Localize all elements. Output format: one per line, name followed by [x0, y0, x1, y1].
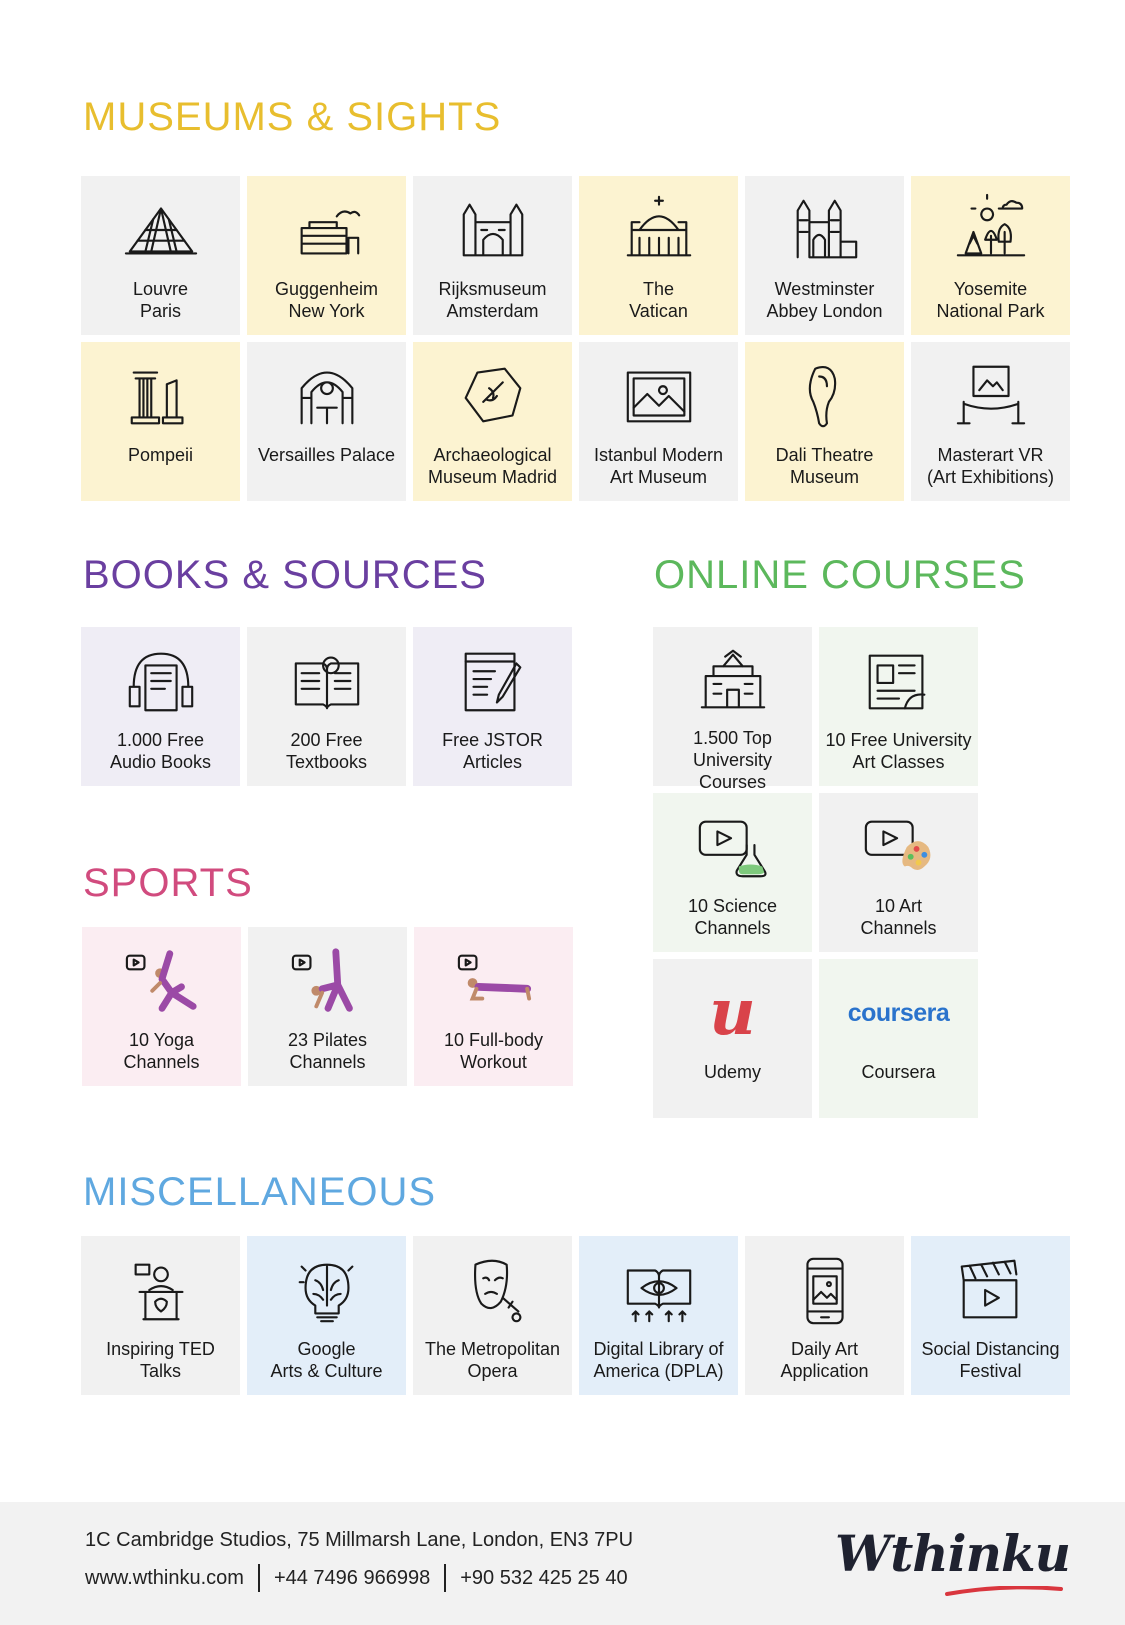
tile-label: Istanbul Modern Art Museum: [593, 445, 724, 487]
courses-title: ONLINE COURSES: [654, 553, 1026, 597]
tile-label: Louvre Paris: [132, 279, 189, 321]
tile-label: Westminster Abbey London: [766, 279, 883, 321]
misc-tile[interactable]: [413, 1236, 572, 1395]
tile-label: Digital Library of America (DPLA): [593, 1339, 724, 1381]
tile-label: Dali Theatre Museum: [775, 445, 874, 487]
museums-tile[interactable]: [911, 342, 1070, 501]
museums-tile[interactable]: [745, 342, 904, 501]
rijksmuseum-building-icon: [453, 190, 533, 270]
digital-library-icon: [619, 1250, 699, 1330]
brain-bulb-icon: [287, 1250, 367, 1330]
museums-tile[interactable]: [413, 176, 572, 335]
forest-icon: [951, 190, 1031, 270]
clapperboard-icon: [951, 1250, 1031, 1330]
courses-tile[interactable]: [653, 793, 812, 952]
museums-tile[interactable]: [247, 342, 406, 501]
tile-label: Inspiring TED Talks: [106, 1339, 215, 1381]
courses-tile[interactable]: [819, 959, 978, 1118]
tile-label: Coursera: [861, 1062, 936, 1082]
sports-tile[interactable]: [82, 927, 241, 1086]
wthinku-logo[interactable]: Wthinku: [835, 1524, 1070, 1583]
footer-website-link[interactable]: www.wthinku.com: [85, 1566, 244, 1589]
courses-tile[interactable]: [819, 793, 978, 952]
museums-tile[interactable]: [911, 176, 1070, 335]
misc-tile[interactable]: [247, 1236, 406, 1395]
footer-contacts: [85, 1564, 628, 1592]
article-icon: [453, 641, 533, 721]
museums-title: MUSEUMS & SIGHTS: [83, 95, 502, 139]
tile-label: 10 Art Channels: [860, 896, 937, 938]
tile-label: Archaeological Museum Madrid: [427, 445, 558, 487]
courses-tile[interactable]: [653, 959, 812, 1118]
pyramid-icon: [121, 190, 201, 270]
science-video-icon: [693, 807, 773, 887]
coursera-logo-icon: coursera: [847, 999, 950, 1027]
tile-label: Social Distancing Festival: [921, 1339, 1060, 1381]
tile-label: Rijksmuseum Amsterdam: [438, 279, 547, 321]
art-class-icon: [859, 641, 939, 721]
tile-label: Yosemite National Park: [936, 279, 1045, 321]
books-grid: [81, 627, 572, 786]
tile-label: Pompeii: [127, 445, 194, 465]
footer-phone-tr[interactable]: +90 532 425 25 40: [460, 1566, 628, 1589]
speaker-podium-icon: [121, 1250, 201, 1330]
sports-tile[interactable]: [248, 927, 407, 1086]
pilates-icon: [288, 941, 368, 1021]
tile-label: The Metropolitan Opera: [424, 1339, 561, 1381]
mobile-art-icon: [785, 1250, 865, 1330]
museums-tile[interactable]: [81, 176, 240, 335]
textbook-icon: [287, 641, 367, 721]
tile-label: 10 Yoga Channels: [123, 1030, 200, 1072]
tile-label: Versailles Palace: [257, 445, 396, 465]
misc-tile[interactable]: [911, 1236, 1070, 1395]
footer-address: 1C Cambridge Studios, 75 Millmarsh Lane, London, EN3 7PU: [85, 1529, 634, 1551]
misc-title: MISCELLANEOUS: [83, 1170, 437, 1214]
books-tile[interactable]: [81, 627, 240, 786]
tile-label: 1.000 Free Audio Books: [109, 730, 212, 772]
logo-underline: [945, 1586, 1063, 1596]
museum-building-icon: [287, 190, 367, 270]
tile-label: 200 Free Textbooks: [285, 730, 368, 772]
footer-divider: [258, 1564, 260, 1592]
books-title: BOOKS & SOURCES: [83, 553, 487, 597]
courses-grid: [653, 627, 978, 1118]
tile-label: 1.500 Top University Courses: [692, 728, 772, 792]
museums-tile[interactable]: [247, 176, 406, 335]
opera-mask-icon: [453, 1250, 533, 1330]
books-tile[interactable]: [413, 627, 572, 786]
museums-grid: [81, 176, 1070, 501]
tile-label: Daily Art Application: [780, 1339, 869, 1381]
misc-tile[interactable]: [745, 1236, 904, 1395]
tile-label: Guggenheim New York: [274, 279, 379, 321]
tile-label: Google Arts & Culture: [270, 1339, 383, 1381]
tile-label: The Vatican: [629, 279, 688, 321]
museums-tile[interactable]: [81, 342, 240, 501]
tile-label: Masterart VR (Art Exhibitions): [926, 445, 1055, 487]
framed-painting-icon: [619, 356, 699, 436]
museums-tile[interactable]: [413, 342, 572, 501]
melting-shape-icon: [785, 356, 865, 436]
tile-label: 10 Full-body Workout: [443, 1030, 544, 1072]
tile-label: 10 Free University Art Classes: [825, 730, 972, 772]
sports-tile[interactable]: [414, 927, 573, 1086]
tile-label: Free JSTOR Articles: [442, 730, 543, 772]
footer-divider: [444, 1564, 446, 1592]
footer: [0, 1502, 1125, 1625]
ruins-column-icon: [121, 356, 201, 436]
misc-grid: [81, 1236, 1070, 1395]
courses-tile[interactable]: [653, 627, 812, 792]
audiobook-icon: [121, 641, 201, 721]
udemy-logo-icon: u: [709, 975, 756, 1050]
exhibition-icon: [951, 356, 1031, 436]
sports-grid: [82, 927, 573, 1086]
yoga-icon: [122, 941, 202, 1021]
museums-tile[interactable]: [579, 176, 738, 335]
tile-label: 23 Pilates Channels: [287, 1030, 368, 1072]
abbey-icon: [785, 190, 865, 270]
tile-label: Udemy: [703, 1062, 761, 1082]
sports-title: SPORTS: [83, 861, 253, 905]
palace-gate-icon: [287, 356, 367, 436]
footer-phone-uk[interactable]: +44 7496 966998: [273, 1566, 431, 1589]
tile-label: 10 Science Channels: [687, 896, 778, 938]
misc-tile[interactable]: [81, 1236, 240, 1395]
artifact-icon: [453, 356, 533, 436]
basilica-icon: [619, 190, 699, 270]
university-icon: [693, 641, 773, 719]
museums-tile[interactable]: [579, 342, 738, 501]
courses-tile[interactable]: [819, 627, 978, 786]
misc-tile[interactable]: [579, 1236, 738, 1395]
museums-tile[interactable]: [745, 176, 904, 335]
books-tile[interactable]: [247, 627, 406, 786]
workout-icon: [454, 941, 534, 1021]
art-video-icon: [859, 807, 939, 887]
